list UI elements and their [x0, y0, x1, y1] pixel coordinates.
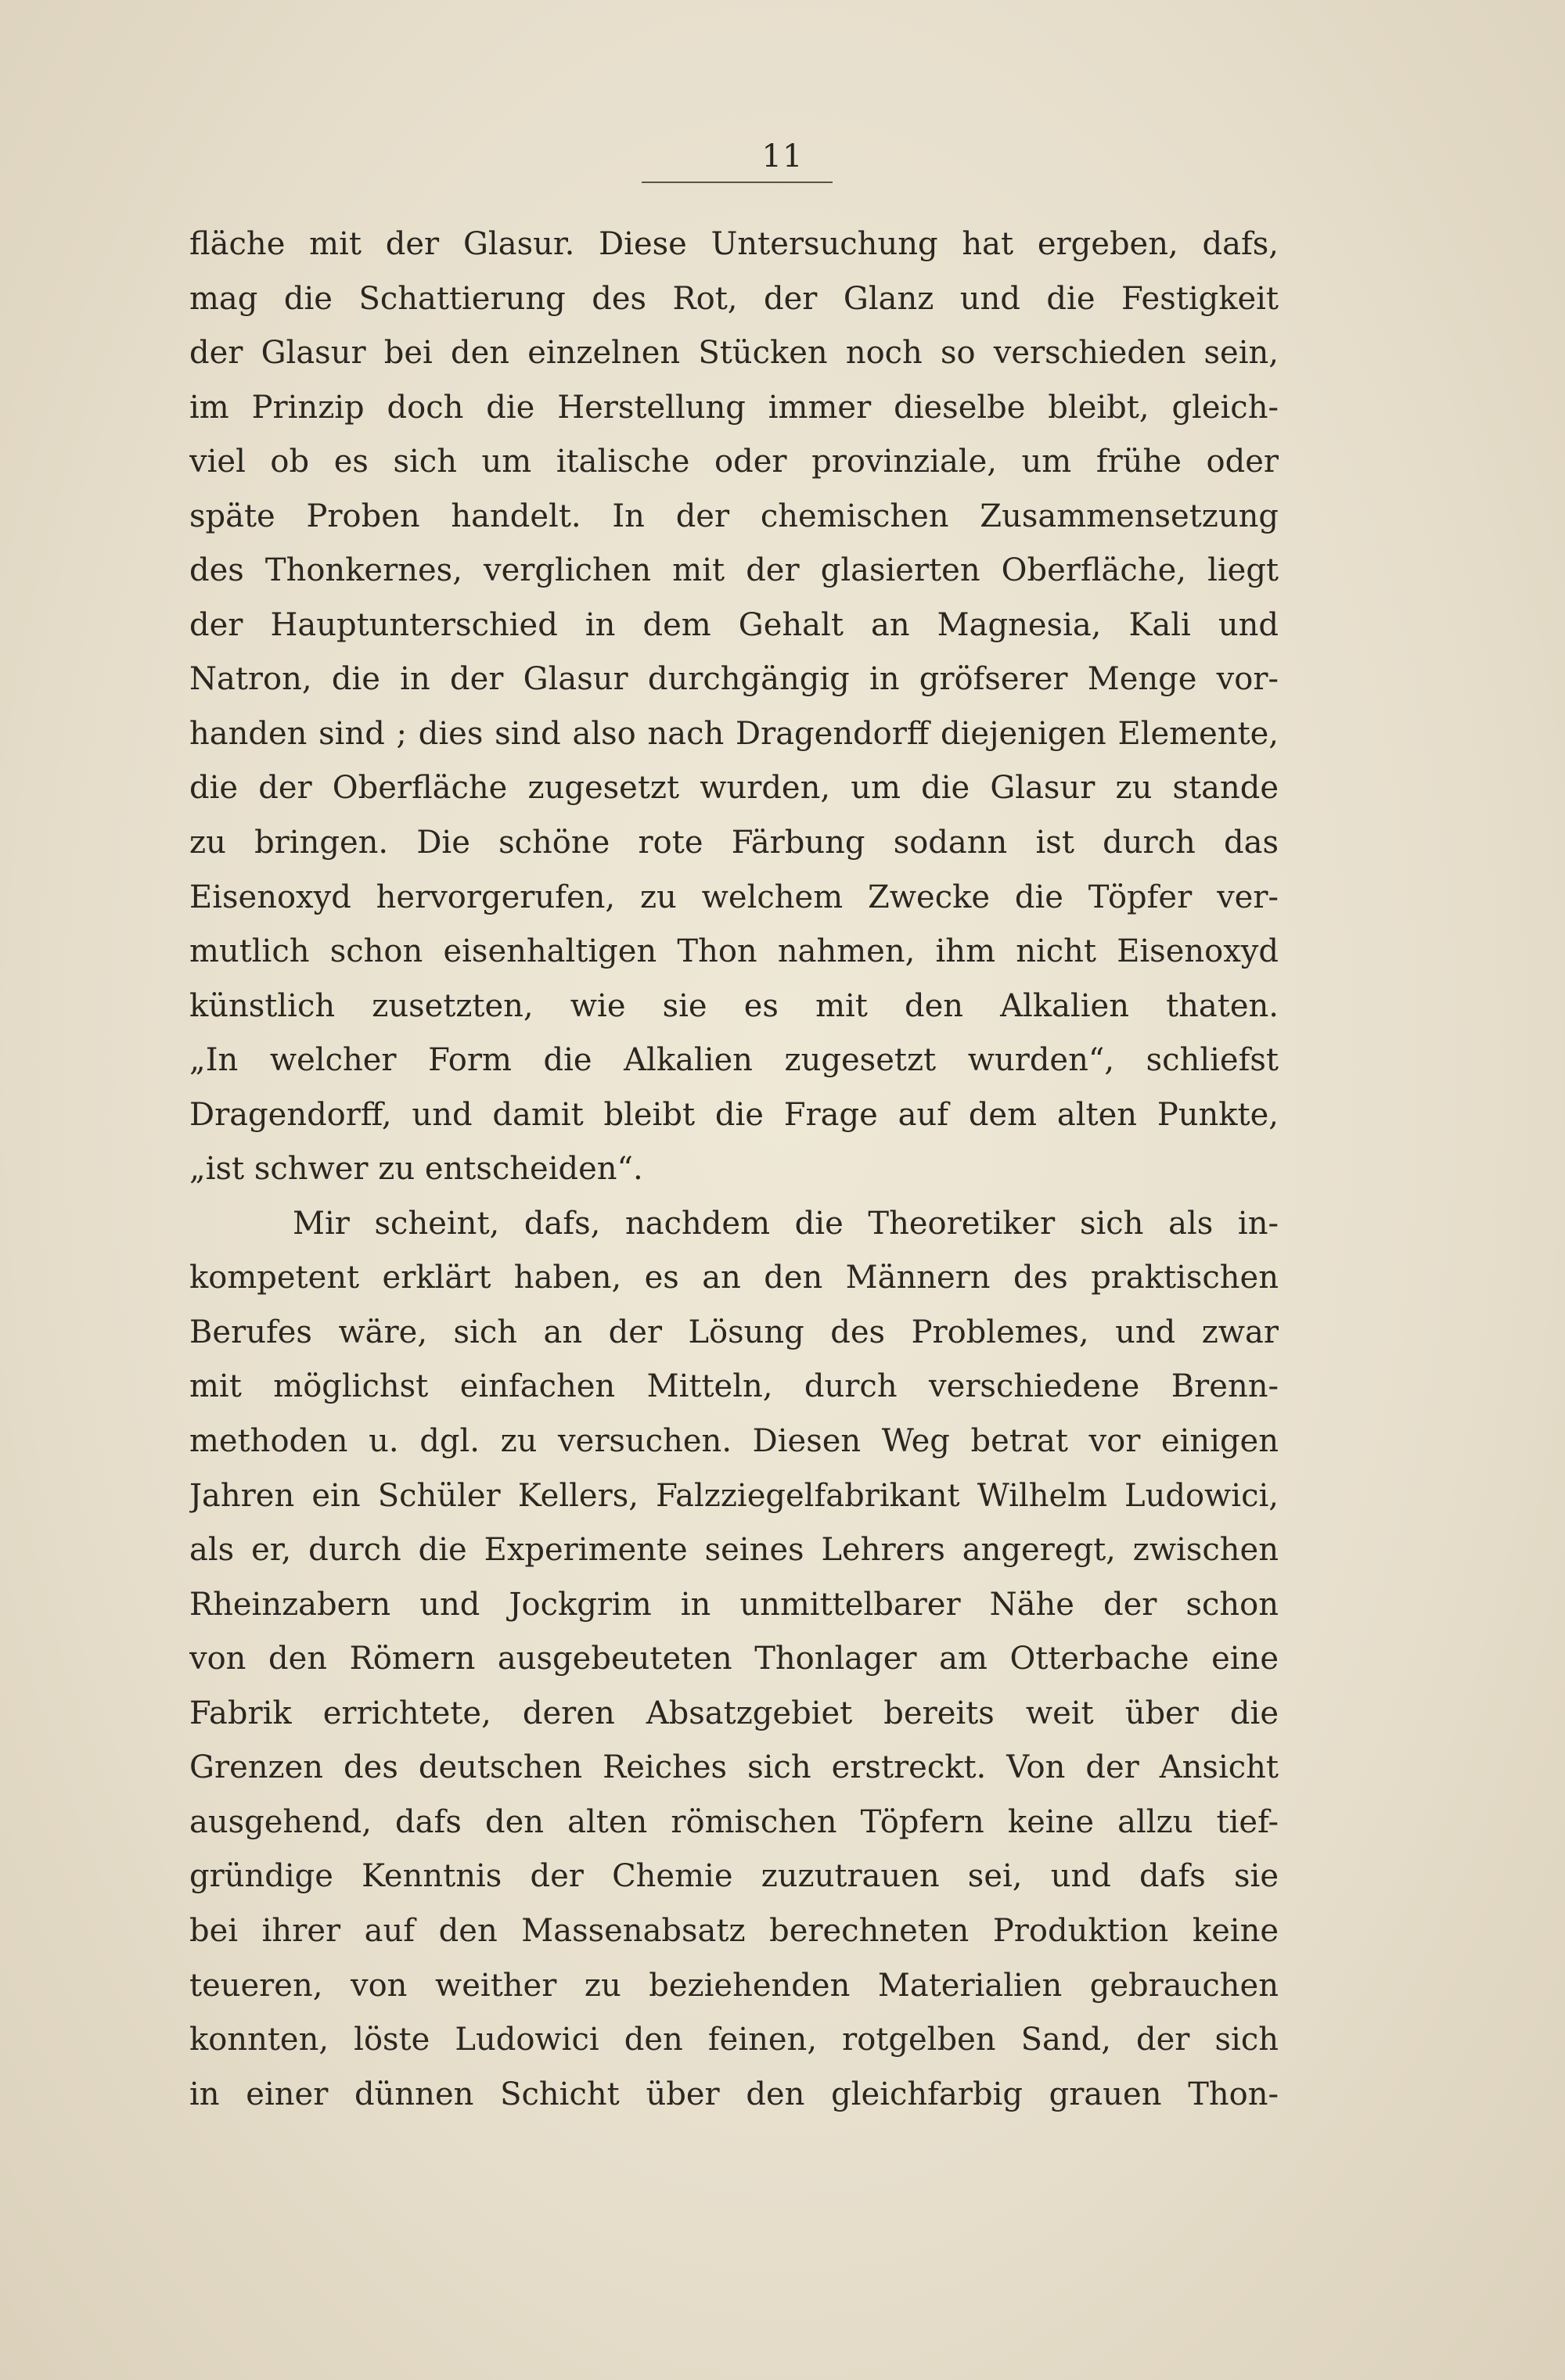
text-line: des Thonkernes, verglichen mit der glasierten Oberfläche, liegt	[189, 552, 1279, 589]
text-line: fläche mit der Glasur. Diese Untersuchung hat ergeben, dafs,	[189, 226, 1279, 262]
text-line: ausgehend, dafs den alten römischen Töpfern keine allzu tief-	[189, 1803, 1279, 1840]
header-rule	[642, 182, 833, 183]
text-line: kompetent erklärt haben, es an den Männern des praktischen	[189, 1260, 1279, 1296]
text-line: bei ihrer auf den Massenabsatz berechneten Produktion keine	[189, 1912, 1279, 1949]
text-line: Dragendorff, und damit bleibt die Frage auf dem alten Punkte,	[189, 1096, 1279, 1133]
text-line: Berufes wäre, sich an der Lösung des Problemes, und zwar	[189, 1314, 1279, 1350]
text-line: Mir scheint, dafs, nachdem die Theoretiker sich als in-	[293, 1205, 1279, 1242]
text-line: teueren, von weither zu beziehenden Materialien gebrauchen	[189, 1967, 1279, 2004]
text-line: künstlich zusetzten, wie sie es mit den Alkalien thaten.	[189, 987, 1279, 1024]
text-line: mutlich schon eisenhaltigen Thon nahmen, ihm nicht Eisenoxyd	[189, 933, 1279, 970]
text-line: methoden u. dgl. zu versuchen. Diesen Weg betrat vor einigen	[189, 1423, 1279, 1460]
text-line: Eisenoxyd hervorgerufen, zu welchem Zwecke die Töpfer ver-	[189, 879, 1279, 915]
text-line: im Prinzip doch die Herstellung immer dieselbe bleibt, gleich-	[189, 389, 1279, 426]
text-line: von den Römern ausgebeuteten Thonlager am Otterbache eine	[189, 1641, 1279, 1677]
text-line: Natron, die in der Glasur durchgängig in gröfserer Menge vor-	[189, 661, 1279, 698]
text-line: die der Oberfläche zugesetzt wurden, um die Glasur zu stande	[189, 770, 1279, 807]
text-line: Fabrik errichtete, deren Absatzgebiet bereits weit über die	[189, 1695, 1279, 1731]
text-line: Grenzen des deutschen Reiches sich erstreckt. Von der Ansicht	[189, 1749, 1279, 1786]
text-line: konnten, löste Ludowici den feinen, rotgelben Sand, der sich	[189, 2022, 1279, 2058]
text-line: als er, durch die Experimente seines Lehrers angeregt, zwischen	[189, 1532, 1279, 1569]
text-line: der Glasur bei den einzelnen Stücken noch so verschieden sein,	[189, 335, 1279, 372]
text-line: in einer dünnen Schicht über den gleichfarbig grauen Thon-	[189, 2076, 1279, 2112]
text-line: mit möglichst einfachen Mitteln, durch verschiedene Brenn-	[189, 1368, 1279, 1405]
text-line: späte Proben handelt. In der chemischen Zusammensetzung	[189, 498, 1279, 534]
text-line: zu bringen. Die schöne rote Färbung sodann ist durch das	[189, 825, 1279, 861]
text-line: der Hauptunterschied in dem Gehalt an Magnesia, Kali und	[189, 606, 1279, 643]
text-line: handen sind ; dies sind also nach Dragendorff diejenigen Elemente,	[189, 715, 1279, 752]
text-line: „ist schwer zu entscheiden“.	[189, 1151, 643, 1188]
page-number: 11	[761, 138, 804, 174]
text-line: „In welcher Form die Alkalien zugesetzt wurden“, schliefst	[189, 1042, 1279, 1079]
text-line: Jahren ein Schüler Kellers, Falzziegelfabrikant Wilhelm Ludowici,	[189, 1477, 1279, 1514]
body-text	[189, 218, 1279, 2122]
text-line: gründige Kenntnis der Chemie zuzutrauen sei, und dafs sie	[189, 1858, 1279, 1895]
text-line: mag die Schattierung des Rot, der Glanz und die Festigkeit	[189, 280, 1279, 317]
text-line: viel ob es sich um italische oder provinziale, um frühe oder	[189, 444, 1279, 480]
text-line: Rheinzabern und Jockgrim in unmittelbarer Nähe der schon	[189, 1586, 1279, 1623]
